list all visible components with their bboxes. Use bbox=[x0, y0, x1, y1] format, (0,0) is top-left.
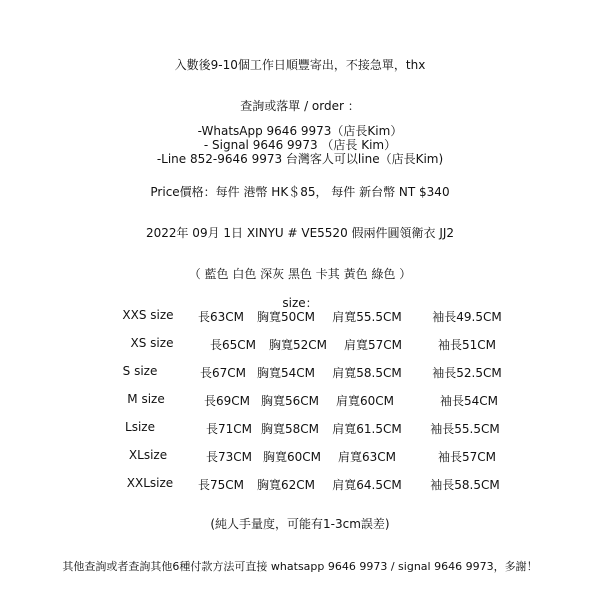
shoulder-value: 肩寬60CM bbox=[335, 394, 394, 408]
contact-signal: - Signal 9646 9973 （店長 Kim） bbox=[203, 138, 397, 152]
price-line: Price價格：每件 港幣 HK＄85， 每件 新台幣 NT $340 bbox=[150, 185, 450, 199]
size-label: XLsize bbox=[128, 448, 168, 462]
color-options: （ 藍色 白色 深灰 黑色 卡其 黃色 綠色 ） bbox=[188, 267, 412, 281]
length-value: 長71CM bbox=[205, 422, 252, 436]
shoulder-value: 肩寬57CM bbox=[343, 338, 402, 352]
contact-line: -Line 852-9646 9973 台灣客人可以line（店長Kim) bbox=[156, 152, 444, 166]
length-value: 長63CM bbox=[197, 310, 244, 324]
chest-value: 胸寬54CM bbox=[256, 366, 315, 380]
sleeve-value: 袖長57CM bbox=[437, 450, 496, 464]
shoulder-value: 肩寬64.5CM bbox=[332, 478, 402, 492]
shoulder-value: 肩寬61.5CM bbox=[332, 422, 402, 436]
order-title: 查詢或落單 / order ： bbox=[240, 99, 360, 113]
size-label: M size bbox=[127, 392, 165, 406]
size-label: XXLsize bbox=[126, 476, 174, 490]
length-value: 長73CM bbox=[205, 450, 252, 464]
length-value: 長67CM bbox=[199, 366, 246, 380]
shoulder-value: 肩寬63CM bbox=[337, 450, 396, 464]
sleeve-value: 袖長49.5CM bbox=[432, 310, 502, 324]
measurement-note: (純人手量度，可能有1-3cm誤差) bbox=[210, 517, 390, 531]
size-label: XXS size bbox=[122, 308, 174, 322]
chest-value: 胸寬50CM bbox=[256, 310, 315, 324]
sleeve-value: 袖長52.5CM bbox=[432, 366, 502, 380]
contact-whatsapp: -WhatsApp 9646 9973（店長Kim） bbox=[197, 124, 403, 138]
chest-value: 胸寬52CM bbox=[268, 338, 327, 352]
length-value: 長69CM bbox=[203, 394, 250, 408]
length-value: 長65CM bbox=[209, 338, 256, 352]
sleeve-value: 袖長54CM bbox=[439, 394, 498, 408]
size-label: Lsize bbox=[125, 420, 155, 434]
size-title: size： bbox=[282, 296, 318, 310]
sleeve-value: 袖長51CM bbox=[437, 338, 496, 352]
size-label: XS size bbox=[130, 336, 174, 350]
product-line: 2022年 09月 1日 XINYU # VE5520 假兩件圓領衛衣 JJ2 bbox=[145, 226, 455, 240]
chest-value: 胸寬60CM bbox=[262, 450, 321, 464]
size-label: S size bbox=[122, 364, 158, 378]
length-value: 長75CM bbox=[197, 478, 244, 492]
shoulder-value: 肩寬55.5CM bbox=[332, 310, 402, 324]
shipping-note: 入數後9-10個工作日順豐寄出，不接急單，thx bbox=[174, 58, 426, 72]
footer-note: 其他查詢或者查詢其他6種付款方法可直接 whatsapp 9646 9973 / signal 9646 9973，多謝！ bbox=[62, 560, 538, 573]
sleeve-value: 袖長55.5CM bbox=[430, 422, 500, 436]
chest-value: 胸寬56CM bbox=[260, 394, 319, 408]
chest-value: 胸寬58CM bbox=[260, 422, 319, 436]
sleeve-value: 袖長58.5CM bbox=[430, 478, 500, 492]
chest-value: 胸寬62CM bbox=[256, 478, 315, 492]
shoulder-value: 肩寬58.5CM bbox=[332, 366, 402, 380]
